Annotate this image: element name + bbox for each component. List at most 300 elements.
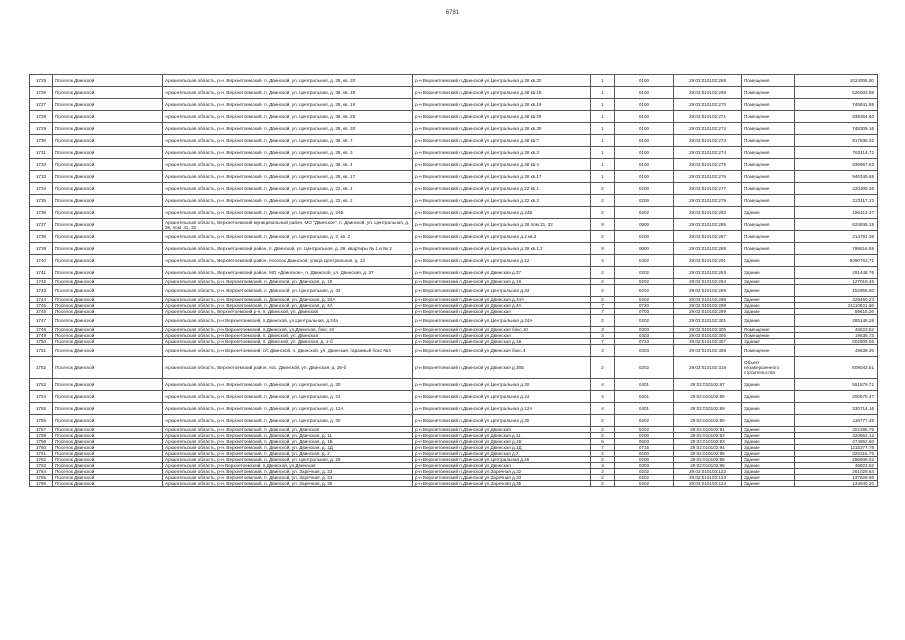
settlement-name: Поселок Двинской <box>53 255 163 267</box>
cadastral-number: 29:02:010102:268 <box>674 75 742 87</box>
location: р-н Верхнетоемский п.Двинской ул.Центральная д.38 кв.7 <box>413 135 591 147</box>
row-number: 1733 <box>30 171 53 183</box>
cadastral-value: 21110821.56 <box>795 303 878 309</box>
cadastral-value: 261029.84 <box>795 469 878 475</box>
object-type: Помещение <box>742 123 795 135</box>
settlement-name: Поселок Двинской <box>53 481 163 487</box>
location: р-н Верхнетоемский п.Двинской ул.Двинская бокс.4 <box>413 345 591 357</box>
cadastral-number: 29:02:010102:271 <box>674 111 742 123</box>
location: р-н Верхнетоемский п.Двинской ул.Центральная д.2 кв.2 <box>413 231 591 243</box>
cadastral-number: 29:02:010102:305 <box>674 327 742 333</box>
group-code: 2 <box>591 267 615 279</box>
address: Архангельская область, р-н. Верхнетоемский, п. Двинской, ул. Центральная, д. 38, кв. 4 <box>163 159 413 171</box>
group-code: 7 <box>591 303 615 309</box>
settlement-name: Поселок Двинской <box>53 457 163 463</box>
group-code: 1 <box>591 111 615 123</box>
row-number: 1757 <box>30 427 53 433</box>
address: Архангельская область, р-н. Верхнетоемский, п. Двинской, ул. Двинская, д. 34А <box>163 297 413 303</box>
location: р-н Верхнетоемский п.Двинской ул.Двинская д.4А <box>413 303 591 309</box>
row-number: 1725 <box>30 75 53 87</box>
cadastral-value: 551879.71 <box>795 379 878 391</box>
location: р-н Верхнетоемский п.Двинской ул.Двинская д.37 <box>413 267 591 279</box>
purpose-code: 0900 <box>615 219 674 231</box>
table-row <box>30 391 878 403</box>
group-code: 1 <box>591 159 615 171</box>
location: р-н Верхнетоемский п.Двинской ул.Центральная д.30 <box>413 415 591 427</box>
cadastral-value: 49638.26 <box>795 345 878 357</box>
object-type: Здание <box>742 451 795 457</box>
cadastral-number: 29:02:010102:92 <box>674 433 742 439</box>
purpose-code: 0603 <box>615 439 674 445</box>
row-number: 1760 <box>30 445 53 451</box>
row-number: 1739 <box>30 243 53 255</box>
address: Архангельская область, Верхнетоемский район, поселок Двинской, улица Центральная, д. 12 <box>163 255 413 267</box>
purpose-code: 0200 <box>615 457 674 463</box>
group-code: 2 <box>591 469 615 475</box>
row-number: 1736 <box>30 207 53 219</box>
location: р-н Верхнетоемский п.Двинской ул.Центральная д.24Б <box>413 207 591 219</box>
settlement-name: Поселок Двинской <box>53 433 163 439</box>
cadastral-number: 29:02:010102:295 <box>674 285 742 297</box>
group-code: 2 <box>591 457 615 463</box>
table-row <box>30 315 878 327</box>
group-code: 6 <box>591 439 615 445</box>
row-number: 1750 <box>30 339 53 345</box>
settlement-name: Поселок Двинской <box>53 207 163 219</box>
address: Архангельская область, р-н. Верхнетоемский, п. Двинской, ул. Центральная, д. 2, кв. 2 <box>163 231 413 243</box>
address: Архангельская область, р-н. Верхнетоемский, п. Двинской, ул. Центральная, д. 24 <box>163 391 413 403</box>
cadastral-number: 29:02:010102:298 <box>674 303 742 309</box>
settlement-name: Поселок Двинской <box>53 231 163 243</box>
row-number: 1730 <box>30 135 53 147</box>
group-code: 2 <box>591 475 615 481</box>
table-row <box>30 481 878 487</box>
group-code: 3 <box>591 463 615 469</box>
settlement-name: Поселок Двинской <box>53 315 163 327</box>
location: р-н Верхнетоемский п.Двинской ул.Центральная д.24 <box>413 391 591 403</box>
address: Архангельская область, р-н. Верхнетоемский, п. Двинской, ул. Двинская, д. 1Б <box>163 439 413 445</box>
settlement-name: Поселок Двинской <box>53 279 163 285</box>
purpose-code: 0202 <box>615 427 674 433</box>
purpose-code: 0200 <box>615 195 674 207</box>
location: р-н Верхнетоемский п.Двинской ул.Двинская <box>413 309 591 315</box>
location: р-н Верхнетоемский п.Двинской ул.Центральная д.22 кв.2 <box>413 195 591 207</box>
purpose-code: 0401 <box>615 403 674 415</box>
purpose-code: 0600 <box>615 243 674 255</box>
group-code: 9 <box>591 219 615 231</box>
location: р-н Верхнетоемский п.Двинской ул.Двинская д.11 <box>413 433 591 439</box>
cadastral-value: 624938.18 <box>795 219 878 231</box>
address: Архангельская область, р-н. Верхнетоемский, п. Двинской, ул. Заречная, д. 35 <box>163 481 413 487</box>
table-row <box>30 135 878 147</box>
cadastral-value: 46823.52 <box>795 327 878 333</box>
location: р-н Верхнетоемский п.Двинской ул.Двинская <box>413 333 591 339</box>
location: р-н Верхнетоемский п.Двинской ул.Двинская д.34А <box>413 297 591 303</box>
settlement-name: Поселок Двинской <box>53 445 163 451</box>
settlement-name: Поселок Двинской <box>53 123 163 135</box>
address: Архангельская область, р-н. Верхнетоемский, п. Двинской, ул. Центральная, д. 38, кв. 19 <box>163 99 413 111</box>
purpose-code: 0202 <box>615 469 674 475</box>
cadastral-number: 29:02:010102:273 <box>674 135 742 147</box>
row-number: 1735 <box>30 195 53 207</box>
address: Архангельская область, Верхнетоемский район, п. Двинской, ул. Центральная, д. 39, квартиры № 1 и № 2 <box>163 243 413 255</box>
purpose-code: 0202 <box>615 475 674 481</box>
row-number: 1756 <box>30 415 53 427</box>
object-type: Здание <box>742 391 795 403</box>
address: Архангельская область, Верхнетоемский район, пос. Двинской, ул. Двинская, д. 36-б <box>163 357 413 379</box>
object-type: Здание <box>742 267 795 279</box>
group-code: 2 <box>591 183 615 195</box>
location: р-н Верхнетоемский п.Двинской ул.Заречная д.35 <box>413 481 591 487</box>
settlement-name: Поселок Двинской <box>53 75 163 87</box>
location: р-н Верхнетоемский п.Двинской ул.Заречная д.32 <box>413 469 591 475</box>
purpose-code: 0100 <box>615 123 674 135</box>
cadastral-value: 19635.73 <box>795 333 878 339</box>
table-row <box>30 345 878 357</box>
settlement-name: Поселок Двинской <box>53 219 163 231</box>
row-number: 1742 <box>30 279 53 285</box>
location: р-н Верхнетоемский п.Двинской ул.Двинская д.2 <box>413 451 591 457</box>
cadastral-number: 29:02:010102:98 <box>674 463 742 469</box>
settlement-name: Поселок Двинской <box>53 195 163 207</box>
row-number: 1751 <box>30 345 53 357</box>
object-type: Помещение <box>742 147 795 159</box>
row-number: 1744 <box>30 297 53 303</box>
cadastral-number: 29:02:010102:296 <box>674 297 742 303</box>
object-type: Здание <box>742 415 795 427</box>
address: Архангельская область, Верхнетоемский муниципальный район, МО "Двинское", п. Двинской, ул. Центральная, д. 38, пом. 31, 32 <box>163 219 413 231</box>
row-number: 1732 <box>30 159 53 171</box>
location: р-н Верхнетоемский п.Двинской ул.Центральная д.38 кв.17 <box>413 171 591 183</box>
address: Архангельская область, р-н. Верхнетоемский, п. Двинской, ул. Центральная, д. 22, кв. 2 <box>163 195 413 207</box>
group-code: 2 <box>591 415 615 427</box>
location: р-н Верхнетоемский п.Двинской ул.Центральная д.22 кв.1 <box>413 183 591 195</box>
purpose-code: 0202 <box>615 357 674 379</box>
group-code: 1 <box>591 147 615 159</box>
cadastral-value: 946349.88 <box>795 171 878 183</box>
cadastral-value: 134940.20 <box>795 481 878 487</box>
cadastral-value: 291448.76 <box>795 267 878 279</box>
address: Архангельская область, р-н. Верхнетоемский, п. Двинской, ул. Центральная, д. 22, кв. 1 <box>163 183 413 195</box>
cadastral-number: 29:02:010102:90 <box>674 415 742 427</box>
settlement-name: Поселок Двинской <box>53 285 163 297</box>
cadastral-value: 626003.98 <box>795 87 878 99</box>
cadastral-number: 29:02:010102:307 <box>674 339 742 345</box>
cadastral-number: 29:02:010102:291 <box>674 255 742 267</box>
location: р-н Верхнетоемский п.Двинской ул.Заречная д.33 <box>413 475 591 481</box>
location: р-н Верхнетоемский п.Двинской ул.Двинская д.1Д <box>413 445 591 451</box>
settlement-name: Поселок Двинской <box>53 303 163 309</box>
row-number: 1762 <box>30 457 53 463</box>
cadastral-number: 29:02:010102:293 <box>674 267 742 279</box>
object-type: Помещение <box>742 195 795 207</box>
row-number: 1759 <box>30 439 53 445</box>
location: р-н Верхнетоемский п.Двинской ул.Двинская <box>413 463 591 469</box>
cadastral-value: 202395.75 <box>795 427 878 433</box>
settlement-name: Поселок Двинской <box>53 267 163 279</box>
cadastral-value: 116777.45 <box>795 415 878 427</box>
settlement-name: Поселок Двинской <box>53 379 163 391</box>
cadastral-number: 29:02:010102:96 <box>674 457 742 463</box>
settlement-name: Поселок Двинской <box>53 111 163 123</box>
settlement-name: Поселок Двинской <box>53 345 163 357</box>
purpose-code: 0200 <box>615 183 674 195</box>
group-code: 4 <box>591 379 615 391</box>
row-number: 1745 <box>30 303 53 309</box>
location: р-н Верхнетоемский п.Двинской ул.Центральная д.38 кв.19 <box>413 99 591 111</box>
purpose-code: 0100 <box>615 135 674 147</box>
address: Архангельская область, р-н. Верхнетоемский, п. Двинской, ул. Двинская, д. 19 <box>163 279 413 285</box>
cadastral-number: 29:02:010102:306 <box>674 333 742 339</box>
table-row <box>30 195 878 207</box>
object-type: Здание <box>742 339 795 345</box>
group-code: 2 <box>591 427 615 433</box>
purpose-code: 0202 <box>615 279 674 285</box>
cadastral-number: 29:02:010103:122 <box>674 469 742 475</box>
purpose-code: 0200 <box>615 451 674 457</box>
cadastral-value: 46823.52 <box>795 463 878 469</box>
purpose-code: 0100 <box>615 159 674 171</box>
object-type: Здание <box>742 297 795 303</box>
group-code: 1 <box>591 99 615 111</box>
purpose-code: 0202 <box>615 207 674 219</box>
group-code: 1 <box>591 135 615 147</box>
object-type: Помещение <box>742 111 795 123</box>
address: Архангельская область, р-н Верхнетоемский, п.Двинской, ул.Двинская <box>163 463 413 469</box>
group-code: 9 <box>591 243 615 255</box>
cadastral-number: 29:02:010103:123 <box>674 475 742 481</box>
settlement-name: Поселок Двинской <box>53 183 163 195</box>
group-code: 2 <box>591 195 615 207</box>
object-type: Здание <box>742 469 795 475</box>
table-row <box>30 285 878 297</box>
group-code: 2 <box>591 433 615 439</box>
cadastral-number: 29:02:010102:275 <box>674 159 742 171</box>
address: Архангельская область, р-н. Верхнетоемский, п. Двинской, ул. Двинская, д. 1Д <box>163 445 413 451</box>
address: Архангельская область, р-н. Верхнетоемский, п. Двинской, ул. Центральная, д. 38, кв. 29 <box>163 111 413 123</box>
object-type: Помещение <box>742 171 795 183</box>
group-code: 7 <box>591 445 615 451</box>
cadastral-number: 29:02:010103:124 <box>674 481 742 487</box>
group-code: 2 <box>591 451 615 457</box>
cadastral-value: 1115377.78 <box>795 445 878 451</box>
table-row <box>30 255 878 267</box>
row-number: 1755 <box>30 403 53 415</box>
address: Архангельская область, р-н. Верхнетоемский, п. Двинской, ул. Центральная, д. 38, кв. 7 <box>163 135 413 147</box>
cadastral-value: 602809.05 <box>795 339 878 345</box>
purpose-code: 0723 <box>615 339 674 345</box>
address: Архангельская область, р-н. Верхнетоемский, п. Двинской, ул. Центральная, д. 24Б <box>163 207 413 219</box>
location: р-н Верхнетоемский п.Двинской ул.Двинская д.1Б <box>413 439 591 445</box>
cadastral-number: 29:02:010102:308 <box>674 345 742 357</box>
row-number: 1740 <box>30 255 53 267</box>
cadastral-value: 320862.12 <box>795 433 878 439</box>
settlement-name: Поселок Двинской <box>53 463 163 469</box>
purpose-code: 0202 <box>615 267 674 279</box>
cadastral-number: 29:02:010102:270 <box>674 99 742 111</box>
object-type: Здание <box>742 433 795 439</box>
purpose-code: 0100 <box>615 75 674 87</box>
settlement-name: Поселок Двинской <box>53 475 163 481</box>
object-type: Помещение <box>742 87 795 99</box>
settlement-name: Поселок Двинской <box>53 469 163 475</box>
cadastral-number: 29:02:010102:318 <box>674 357 742 379</box>
group-code: 1 <box>591 123 615 135</box>
object-type: Объект незавершенного строительства <box>742 357 795 379</box>
purpose-code: 0200 <box>615 231 674 243</box>
group-code: 2 <box>591 481 615 487</box>
address: Архангельская область, р-н. Верхнетоемский, п. Двинской, ул. Центральная, д. 38, кв. 30 <box>163 123 413 135</box>
location: р-н Верхнетоемский п.Двинской ул.Центральная д.12А <box>413 403 591 415</box>
table-row <box>30 159 878 171</box>
table-row <box>30 147 878 159</box>
row-number: 1746 <box>30 309 53 315</box>
row-number: 1741 <box>30 267 53 279</box>
location: р-н Верхнетоемский п.Двинской ул.Двинская <box>413 427 591 433</box>
purpose-code: 0402 <box>615 255 674 267</box>
address: Архангельская область, р-н. Верхнетоемский, п. Двинской, ул. Центральная, д. 38, кв. 18 <box>163 87 413 99</box>
row-number: 1748 <box>30 327 53 333</box>
address: Архангельская область, Верхнетоемский район, МО «Двинское», п. Двинской, ул. Двинская, д. 37 <box>163 267 413 279</box>
cadastral-number: 29:02:010102:294 <box>674 279 742 285</box>
cadastral-value: 474952.60 <box>795 439 878 445</box>
group-code: 4 <box>591 255 615 267</box>
object-type: Здание <box>742 255 795 267</box>
row-number: 1743 <box>30 285 53 297</box>
table-row <box>30 379 878 391</box>
cadastral-value: 1024006,00 <box>795 75 878 87</box>
purpose-code: 0720 <box>615 303 674 309</box>
row-number: 1753 <box>30 379 53 391</box>
object-type: Здание <box>742 403 795 415</box>
settlement-name: Поселок Двинской <box>53 87 163 99</box>
row-number: 1764 <box>30 469 53 475</box>
group-code: 2 <box>591 315 615 327</box>
cadastral-number: 29:02:010102:301 <box>674 315 742 327</box>
address: Архангельская область, р-н. Верхнетоемский, п. Двинской, ул. Центральная, д. 30 <box>163 379 413 391</box>
group-code: 7 <box>591 339 615 345</box>
address: Архангельская область, р-н. Верхнетоемский, п. Двинской, ул. Центральная, д. 38, кв. 3 <box>163 147 413 159</box>
cadastral-number: 29:02:010102:89 <box>674 403 742 415</box>
location: р-н Верхнетоемский п.Двинской ул.Центральная д.26 <box>413 457 591 463</box>
purpose-code: 0100 <box>615 111 674 123</box>
row-number: 1752 <box>30 357 53 379</box>
purpose-code: 0100 <box>615 99 674 111</box>
object-type: Здание <box>742 463 795 469</box>
cadastral-value: 748309.16 <box>795 123 878 135</box>
group-code: 3 <box>591 327 615 333</box>
cadastral-number: 29:02:010102:276 <box>674 171 742 183</box>
table-row <box>30 415 878 427</box>
settlement-name: Поселок Двинской <box>53 327 163 333</box>
settlement-name: Поселок Двинской <box>53 159 163 171</box>
object-type: Здание <box>742 303 795 309</box>
settlement-name: Поселок Двинской <box>53 333 163 339</box>
cadastral-value: 152959.80 <box>795 285 878 297</box>
purpose-code: 0200 <box>615 433 674 439</box>
purpose-code: 0202 <box>615 297 674 303</box>
address: Архангельская область, Верхнетоемский р-н, п. Двинской, ул. Двинская <box>163 309 413 315</box>
address: Архангельская область, р-н. Верхнетоемский, п. Двинской, ул. Двинская <box>163 427 413 433</box>
registry-table <box>29 74 878 487</box>
object-type: Помещение <box>742 75 795 87</box>
location: р-н Верхнетоемский п.Двинской ул.Центральная д.38 кв.29 <box>413 111 591 123</box>
purpose-code: 0202 <box>615 315 674 327</box>
cadastral-value: 939364.60 <box>795 111 878 123</box>
row-number: 1747 <box>30 315 53 327</box>
cadastral-number: 29:02:010102:272 <box>674 123 742 135</box>
location: р-н Верхнетоемский п.Двинской ул.Центральная д.38 кв.18 <box>413 87 591 99</box>
address: Архангельская область, р-н. Верхнетоемский, п. Двинской, ул. Центральная, д. 34 <box>163 285 413 297</box>
purpose-code: 0401 <box>615 379 674 391</box>
settlement-name: Поселок Двинской <box>53 439 163 445</box>
address: Архангельская область, р-н. Верхнетоемский, п. Двинской, ул. Центральная, д. 38, кв. 17 <box>163 171 413 183</box>
cadastral-value: 285148.28 <box>795 315 878 327</box>
settlement-name: Поселок Двинской <box>53 135 163 147</box>
group-code: 4 <box>591 391 615 403</box>
cadastral-number: 29:02:010102:93 <box>674 439 742 445</box>
location: р-н Верхнетоемский п.Двинской ул.Центральная д.24А <box>413 315 591 327</box>
address: Архангельская область, р-н. Верхнетоемский, п. Двинской, ул. Двинская, д. 11 <box>163 433 413 439</box>
address: Архангельская область, р-н. Верхнетоемский, п. Двинской, ул. Заречная, д. 32 <box>163 469 413 475</box>
group-code: 3 <box>591 345 615 357</box>
object-type: Помещение <box>742 333 795 339</box>
settlement-name: Поселок Двинской <box>53 357 163 379</box>
object-type: Здание <box>742 427 795 433</box>
settlement-name: Поселок Двинской <box>53 309 163 315</box>
cadastral-value: 329450.23 <box>795 297 878 303</box>
group-code: 1 <box>591 75 615 87</box>
cadastral-value: 817838.02 <box>795 135 878 147</box>
location: р-н Верхнетоемский п.Двинской ул.Двинская д.36Б <box>413 357 591 379</box>
cadastral-value: 330714.16 <box>795 403 878 415</box>
row-number: 1765 <box>30 475 53 481</box>
address: Архангельская область, р-н. Верхнетоемский, п. Двинской, ул. Двинская, д. 2 <box>163 451 413 457</box>
row-number: 1761 <box>30 451 53 457</box>
object-type: Здание <box>742 207 795 219</box>
group-code: 2 <box>591 279 615 285</box>
object-type: Здание <box>742 285 795 297</box>
cadastral-value: 5090763,71 <box>795 255 878 267</box>
object-type: Помещение <box>742 345 795 357</box>
purpose-code: 0100 <box>615 171 674 183</box>
object-type: Помещение <box>742 99 795 111</box>
location: р-н Верхнетоемский п.Двинской ул.Центральная д.34 <box>413 285 591 297</box>
group-code: 2 <box>591 285 615 297</box>
table-row <box>30 111 878 123</box>
group-code: 2 <box>591 297 615 303</box>
location: р-н Верхнетоемский п.Двинской ул.Центральная д.39 кв.1,2 <box>413 243 591 255</box>
cadastral-number: 29:02:010102:277 <box>674 183 742 195</box>
address: Архангельская область, р-н Верхнетоемский, п. Двинской, ул. Двинская <box>163 333 413 339</box>
purpose-code: 0303 <box>615 333 674 339</box>
object-type: Помещение <box>742 231 795 243</box>
object-type: Здание <box>742 475 795 481</box>
object-type: Помещение <box>742 183 795 195</box>
cadastral-number: 29:02:010102:274 <box>674 147 742 159</box>
object-type: Здание <box>742 481 795 487</box>
address: Архангельская область, р-н. Верхнетоемский, п. Двинской, ул. Центральная, д. 30 <box>163 415 413 427</box>
cadastral-value: 286808.02 <box>795 457 878 463</box>
settlement-name: Поселок Двинской <box>53 243 163 255</box>
table-row <box>30 183 878 195</box>
address: Архангельская область, р-н. Верхнетоемский, п. Двинской, ул. Двинская, д. 4А <box>163 303 413 309</box>
object-type: Помещение <box>742 135 795 147</box>
object-type: Здание <box>742 309 795 315</box>
object-type: Здание <box>742 379 795 391</box>
table-row <box>30 123 878 135</box>
address: Архангельская область, р-н. Верхнетоемский, п. Двинской, ул. Центральная, д. 12А <box>163 403 413 415</box>
